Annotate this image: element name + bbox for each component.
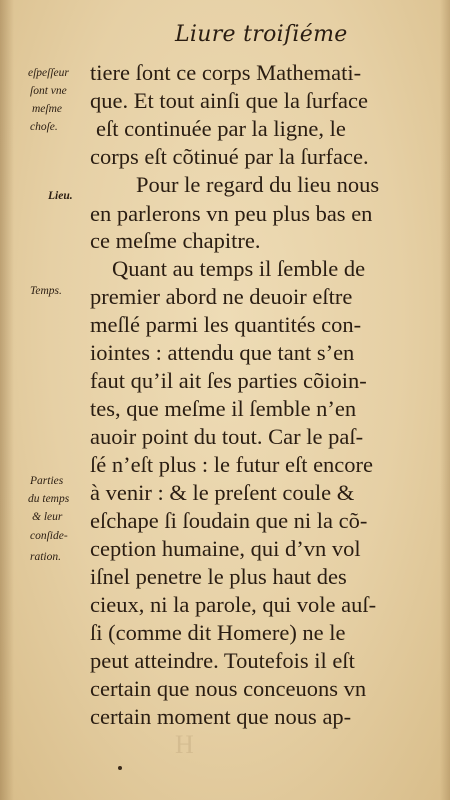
body-text-line: certain moment que nous ap- bbox=[90, 704, 352, 729]
margin-note-parties-line-1: Parties bbox=[30, 475, 64, 487]
body-text-line: iointes : attendu que tant s’en bbox=[90, 340, 355, 365]
body-text-line: que. Et tout ainſi que la ſurface bbox=[90, 88, 369, 113]
page-edge-shadow bbox=[440, 0, 450, 800]
body-text-line: Quant au temps il ſemble de bbox=[112, 256, 366, 281]
margin-note-espesseur-line-1: eſpeſſeur bbox=[28, 67, 69, 79]
body-text-line: ſi (comme dit Homere) ne le bbox=[90, 620, 346, 645]
body-text-line: tiere ſont ce corps Mathemati- bbox=[90, 60, 362, 85]
body-text-line: tes, que meſme il ſemble n’en bbox=[90, 396, 357, 421]
body-text-line: corps eſt cõtinué par la ſurface. bbox=[90, 144, 369, 169]
body-text-line: faut qu’il ait ſes parties cõioin- bbox=[90, 368, 367, 393]
body-text-line: ce meſme chapitre. bbox=[90, 228, 261, 253]
ink-speck bbox=[118, 766, 122, 770]
margin-note-parties-line-2: du temps bbox=[28, 493, 70, 505]
body-text-line: Pour le regard du lieu nous bbox=[136, 172, 380, 197]
margin-note-espesseur-line-3: meſme bbox=[32, 103, 63, 115]
body-text-line: cieux, ni la parole, qui vole auſ- bbox=[90, 592, 377, 617]
body-text-line: certain que nous conceuons vn bbox=[90, 676, 367, 701]
body-text-line: eſchape ſi ſoudain que ni la cõ- bbox=[90, 508, 368, 533]
page-gutter-shadow bbox=[0, 0, 14, 800]
body-text-line: en parlerons vn peu plus bas en bbox=[90, 201, 373, 226]
body-text-line: ception humaine, qui d’vn vol bbox=[90, 536, 361, 561]
margin-note-parties-line-3: & leur bbox=[32, 511, 63, 523]
body-text-line: à venir : & le preſent coule & bbox=[90, 480, 355, 505]
margin-note-lieu: Lieu. bbox=[48, 190, 73, 202]
margin-note-temps: Temps. bbox=[30, 285, 62, 297]
margin-note-espesseur-line-4: choſe. bbox=[30, 121, 58, 133]
body-text-line: ſé n’eſt plus : le futur eſt encore bbox=[90, 452, 374, 477]
body-text-line: premier abord ne deuoir eſtre bbox=[90, 284, 353, 309]
margin-note-parties-line-5: ration. bbox=[30, 551, 61, 563]
bleed-through-letter: H bbox=[175, 730, 194, 759]
margin-note-espesseur-line-2: ſont vne bbox=[30, 85, 67, 97]
body-text-line: auoir point du tout. Car le paſ- bbox=[90, 424, 364, 449]
margin-note-parties-line-4: conſide- bbox=[30, 530, 68, 542]
body-text-line: iſnel penetre le plus haut des bbox=[90, 564, 347, 589]
running-header: Liure troiſiéme bbox=[175, 22, 348, 47]
body-text-line: eſt continuée par la ligne, le bbox=[96, 116, 346, 141]
body-text-line: meſlé parmi les quantités con- bbox=[90, 312, 362, 337]
body-text-line: peut atteindre. Toutefois il eſt bbox=[90, 648, 355, 673]
